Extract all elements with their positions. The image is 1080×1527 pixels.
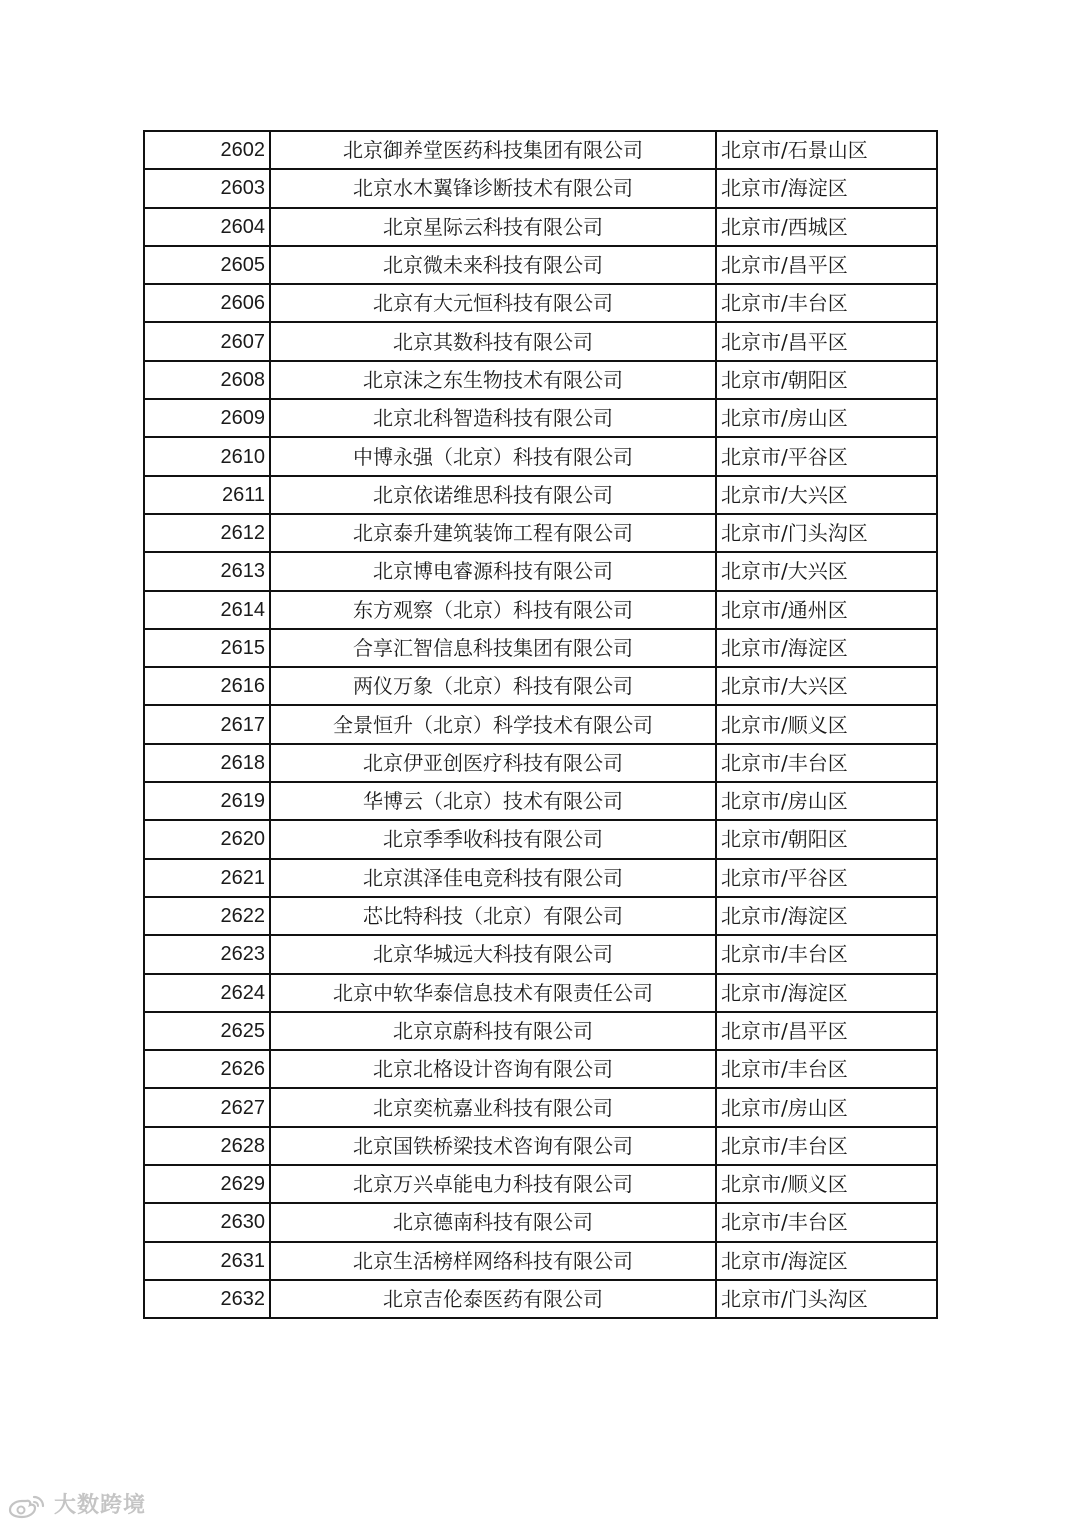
table-row	[144, 169, 937, 207]
row-number-cell: 2616	[144, 667, 270, 705]
table-row	[144, 399, 937, 437]
company-name-cell: 东方观察（北京）科技有限公司	[270, 591, 716, 629]
row-number-cell: 2614	[144, 591, 270, 629]
region-cell: 北京市/海淀区	[716, 897, 937, 935]
company-name-cell: 北京万兴卓能电力科技有限公司	[270, 1165, 716, 1203]
company-name-cell: 北京生活榜样网络科技有限公司	[270, 1242, 716, 1280]
region-cell: 北京市/平谷区	[716, 859, 937, 897]
table-row	[144, 208, 937, 246]
table-row	[144, 1088, 937, 1126]
company-name-cell: 北京北科智造科技有限公司	[270, 399, 716, 437]
row-number-cell: 2615	[144, 629, 270, 667]
region-cell: 北京市/海淀区	[716, 629, 937, 667]
company-name-cell: 全景恒升（北京）科学技术有限公司	[270, 705, 716, 743]
row-number-cell: 2632	[144, 1280, 270, 1318]
region-cell: 北京市/朝阳区	[716, 361, 937, 399]
region-cell: 北京市/丰台区	[716, 1203, 937, 1241]
company-name-cell: 北京泰升建筑装饰工程有限公司	[270, 514, 716, 552]
company-name-cell: 北京御养堂医药科技集团有限公司	[270, 131, 716, 169]
region-cell: 北京市/通州区	[716, 591, 937, 629]
row-number-cell: 2606	[144, 284, 270, 322]
table-row	[144, 322, 937, 360]
row-number-cell: 2610	[144, 437, 270, 475]
table-row	[144, 1050, 937, 1088]
table-row	[144, 284, 937, 322]
region-cell: 北京市/门头沟区	[716, 1280, 937, 1318]
table-row	[144, 514, 937, 552]
table-body	[144, 131, 937, 1318]
row-number-cell: 2609	[144, 399, 270, 437]
region-cell: 北京市/海淀区	[716, 169, 937, 207]
row-number-cell: 2608	[144, 361, 270, 399]
region-cell: 北京市/丰台区	[716, 935, 937, 973]
watermark	[8, 1493, 146, 1519]
row-number-cell: 2602	[144, 131, 270, 169]
table-row	[144, 1280, 937, 1318]
row-number-cell: 2612	[144, 514, 270, 552]
table-row	[144, 629, 937, 667]
company-name-cell: 北京北格设计咨询有限公司	[270, 1050, 716, 1088]
table-row	[144, 705, 937, 743]
region-cell: 北京市/房山区	[716, 782, 937, 820]
row-number-cell: 2631	[144, 1242, 270, 1280]
table-row	[144, 476, 937, 514]
company-name-cell: 北京伊亚创医疗科技有限公司	[270, 744, 716, 782]
company-name-cell: 北京微未来科技有限公司	[270, 246, 716, 284]
row-number-cell: 2623	[144, 935, 270, 973]
region-cell: 北京市/丰台区	[716, 284, 937, 322]
row-number-cell: 2622	[144, 897, 270, 935]
table-row	[144, 1127, 937, 1165]
company-name-cell: 北京国铁桥梁技术咨询有限公司	[270, 1127, 716, 1165]
company-list-table	[143, 130, 938, 1319]
region-cell: 北京市/丰台区	[716, 744, 937, 782]
company-name-cell: 北京依诺维思科技有限公司	[270, 476, 716, 514]
row-number-cell: 2620	[144, 820, 270, 858]
region-cell: 北京市/大兴区	[716, 667, 937, 705]
region-cell: 北京市/大兴区	[716, 476, 937, 514]
company-name-cell: 芯比特科技（北京）有限公司	[270, 897, 716, 935]
company-name-cell: 北京星际云科技有限公司	[270, 208, 716, 246]
table-row	[144, 1012, 937, 1050]
table-row	[144, 744, 937, 782]
company-name-cell: 两仪万象（北京）科技有限公司	[270, 667, 716, 705]
region-cell: 北京市/丰台区	[716, 1050, 937, 1088]
company-name-cell: 北京有大元恒科技有限公司	[270, 284, 716, 322]
row-number-cell: 2604	[144, 208, 270, 246]
region-cell: 北京市/房山区	[716, 1088, 937, 1126]
region-cell: 北京市/石景山区	[716, 131, 937, 169]
company-name-cell: 华博云（北京）技术有限公司	[270, 782, 716, 820]
company-name-cell: 北京华城远大科技有限公司	[270, 935, 716, 973]
row-number-cell: 2619	[144, 782, 270, 820]
table-row	[144, 859, 937, 897]
company-name-cell: 北京淇泽佳电竞科技有限公司	[270, 859, 716, 897]
table-row	[144, 935, 937, 973]
table-row	[144, 974, 937, 1012]
company-name-cell: 北京中软华泰信息技术有限责任公司	[270, 974, 716, 1012]
row-number-cell: 2605	[144, 246, 270, 284]
company-name-cell: 北京奕杭嘉业科技有限公司	[270, 1088, 716, 1126]
row-number-cell: 2603	[144, 169, 270, 207]
region-cell: 北京市/朝阳区	[716, 820, 937, 858]
row-number-cell: 2618	[144, 744, 270, 782]
region-cell: 北京市/顺义区	[716, 1165, 937, 1203]
row-number-cell: 2613	[144, 552, 270, 590]
company-name-cell: 北京季季收科技有限公司	[270, 820, 716, 858]
company-name-cell: 北京水木翼锋诊断技术有限公司	[270, 169, 716, 207]
table-row	[144, 897, 937, 935]
row-number-cell: 2621	[144, 859, 270, 897]
row-number-cell: 2625	[144, 1012, 270, 1050]
watermark-text: 大数跨境	[54, 1493, 147, 1518]
row-number-cell: 2617	[144, 705, 270, 743]
row-number-cell: 2630	[144, 1203, 270, 1241]
table-row	[144, 131, 937, 169]
row-number-cell: 2629	[144, 1165, 270, 1203]
row-number-cell: 2611	[144, 476, 270, 514]
table-row	[144, 782, 937, 820]
table-row	[144, 361, 937, 399]
region-cell: 北京市/海淀区	[716, 1242, 937, 1280]
company-name-cell: 北京吉伦泰医药有限公司	[270, 1280, 716, 1318]
table-row	[144, 1242, 937, 1280]
company-name-cell: 北京其数科技有限公司	[270, 322, 716, 360]
table-row	[144, 1165, 937, 1203]
table-row	[144, 1203, 937, 1241]
row-number-cell: 2607	[144, 322, 270, 360]
company-name-cell: 北京博电睿源科技有限公司	[270, 552, 716, 590]
region-cell: 北京市/顺义区	[716, 705, 937, 743]
table-row	[144, 246, 937, 284]
region-cell: 北京市/昌平区	[716, 246, 937, 284]
region-cell: 北京市/大兴区	[716, 552, 937, 590]
table-row	[144, 591, 937, 629]
weibo-logo-icon	[8, 1493, 48, 1519]
table-row	[144, 437, 937, 475]
region-cell: 北京市/门头沟区	[716, 514, 937, 552]
table-row	[144, 667, 937, 705]
region-cell: 北京市/昌平区	[716, 322, 937, 360]
region-cell: 北京市/昌平区	[716, 1012, 937, 1050]
row-number-cell: 2628	[144, 1127, 270, 1165]
company-name-cell: 北京京蔚科技有限公司	[270, 1012, 716, 1050]
row-number-cell: 2627	[144, 1088, 270, 1126]
region-cell: 北京市/平谷区	[716, 437, 937, 475]
company-name-cell: 中博永强（北京）科技有限公司	[270, 437, 716, 475]
region-cell: 北京市/海淀区	[716, 974, 937, 1012]
region-cell: 北京市/西城区	[716, 208, 937, 246]
row-number-cell: 2624	[144, 974, 270, 1012]
row-number-cell: 2626	[144, 1050, 270, 1088]
company-name-cell: 合享汇智信息科技集团有限公司	[270, 629, 716, 667]
region-cell: 北京市/丰台区	[716, 1127, 937, 1165]
company-name-cell: 北京沫之东生物技术有限公司	[270, 361, 716, 399]
table-row	[144, 552, 937, 590]
table-row	[144, 820, 937, 858]
company-name-cell: 北京德南科技有限公司	[270, 1203, 716, 1241]
region-cell: 北京市/房山区	[716, 399, 937, 437]
